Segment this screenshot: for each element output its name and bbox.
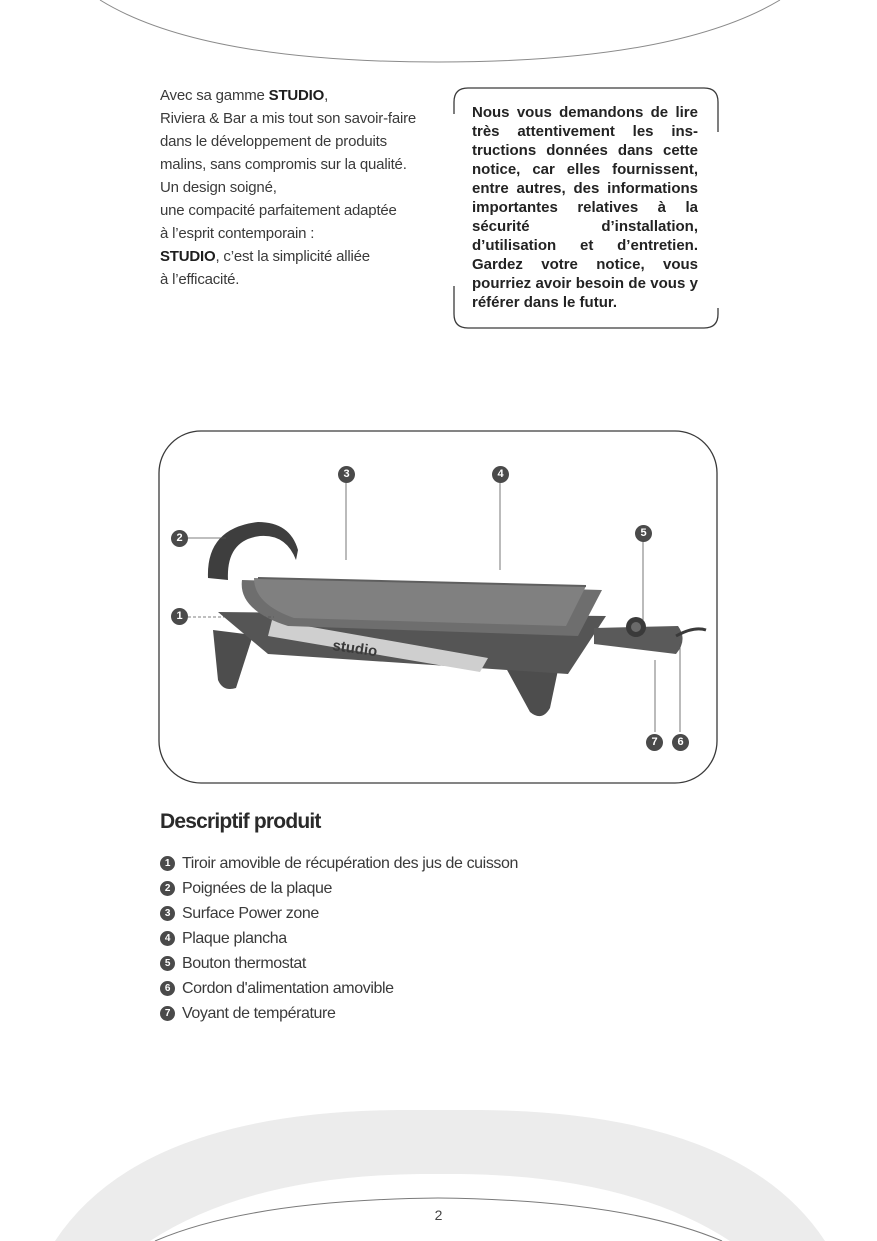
list-item (160, 1001, 518, 1026)
callout-2: 2 (171, 530, 188, 547)
part-label: Voyant de température (182, 1004, 336, 1022)
page-number: 2 (434, 1207, 443, 1223)
intro-paragraph (160, 84, 450, 291)
intro-line: une compacité parfaitement adaptée (160, 202, 397, 219)
intro-line: Avec sa gamme STUDIO, (160, 87, 329, 104)
plancha-illustration (158, 430, 720, 786)
part-label: Tiroir amovible de récupération des jus de cuisson (182, 854, 519, 872)
top-decorative-arc (0, 0, 877, 70)
notice-text: Nous vous demandons de lire très attentivement les instructions données dans cette notice, car elles fournissent, entre autres, des informations importantes relatives à la sécurité d’installation, d’utilisation et d’entretien. Gardez votre notice, vous pourriez avoir besoin de vous y référer dans le futur. (472, 104, 698, 311)
callout-4: 4 (492, 466, 509, 483)
part-label: Poignées de la plaque (182, 879, 332, 897)
part-label: Surface Power zone (182, 904, 319, 922)
parts-list (160, 851, 518, 1026)
product-brand-label: studio (331, 637, 379, 661)
callout-7: 7 (646, 734, 663, 751)
number-badge: 2 (160, 881, 175, 896)
part-label: Cordon d'alimentation amovible (182, 979, 394, 997)
list-item (160, 901, 518, 926)
callout-1: 1 (171, 608, 188, 625)
callout-5: 5 (635, 525, 652, 542)
intro-line: Riviera & Bar a mis tout son savoir-faire (160, 110, 417, 127)
section-title: Descriptif produit (160, 810, 321, 833)
list-item (160, 876, 518, 901)
intro-line: Un design soigné, (160, 179, 277, 196)
number-badge: 7 (160, 1006, 175, 1021)
list-item (160, 851, 518, 876)
list-item (160, 976, 518, 1001)
number-badge: 3 (160, 906, 175, 921)
number-badge: 6 (160, 981, 175, 996)
list-item (160, 926, 518, 951)
part-label: Plaque plancha (182, 929, 287, 947)
callout-3: 3 (338, 466, 355, 483)
brand-name: STUDIO (268, 87, 325, 104)
part-label: Bouton thermostat (182, 954, 306, 972)
intro-line: à l’efficacité. (160, 271, 240, 288)
intro-line: dans le développement de produits (160, 133, 387, 150)
intro-line: malins, sans compromis sur la qualité. (160, 156, 407, 173)
intro-line: à l’esprit contemporain : (160, 225, 315, 242)
list-item (160, 951, 518, 976)
number-badge: 1 (160, 856, 175, 871)
number-badge: 4 (160, 931, 175, 946)
brand-name: STUDIO (160, 248, 216, 265)
intro-line: STUDIO, c’est la simplicité alliée (160, 248, 370, 265)
number-badge: 5 (160, 956, 175, 971)
callout-6: 6 (672, 734, 689, 751)
